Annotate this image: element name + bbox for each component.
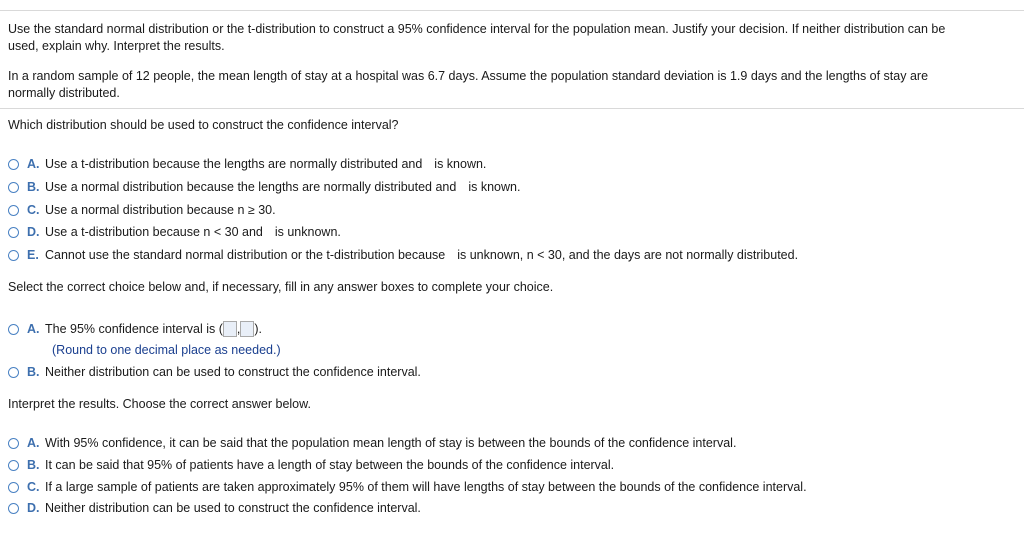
interval-close: ). bbox=[254, 322, 262, 336]
part3-option-d[interactable] bbox=[8, 499, 421, 517]
option-text: It can be said that 95% of patients have a length of stay between the bounds of the confidence interval. bbox=[45, 458, 615, 472]
radio-button[interactable] bbox=[8, 227, 19, 238]
part3-option-a[interactable] bbox=[8, 434, 736, 452]
radio-button[interactable] bbox=[8, 460, 19, 471]
part3-option-c[interactable] bbox=[8, 478, 807, 496]
part3-prompt: Interpret the results. Choose the correct answer below. bbox=[8, 397, 311, 411]
option-text-tail: is known. bbox=[468, 180, 521, 194]
radio-button[interactable] bbox=[8, 367, 19, 378]
option-letter: B. bbox=[27, 365, 40, 379]
radio-button[interactable] bbox=[8, 205, 19, 216]
lower-bound-input[interactable] bbox=[223, 321, 237, 337]
option-text-main: Use a t-distribution because n < 30 and bbox=[45, 225, 263, 239]
option-text: With 95% confidence, it can be said that the population mean length of stay is between the bounds of the confidence interval. bbox=[45, 436, 737, 450]
radio-button[interactable] bbox=[8, 159, 19, 170]
option-text bbox=[45, 203, 276, 217]
part1-option-b[interactable] bbox=[8, 178, 520, 196]
option-text bbox=[45, 321, 262, 337]
option-letter: C. bbox=[27, 480, 40, 494]
question-context-line-1: In a random sample of 12 people, the mean length of stay at a hospital was 6.7 days. Assume the population standard deviation is 1.9 days and the lengths of stay are bbox=[8, 69, 929, 83]
part1-option-a[interactable] bbox=[8, 155, 486, 173]
question-divider bbox=[0, 108, 1024, 109]
option-letter: B. bbox=[27, 180, 40, 194]
part2-option-b[interactable] bbox=[8, 363, 421, 381]
upper-bound-input[interactable] bbox=[240, 321, 254, 337]
option-text-main: Cannot use the standard normal distribution or the t-distribution because bbox=[45, 248, 446, 262]
part2-prompt: Select the correct choice below and, if necessary, fill in any answer boxes to complete your choice. bbox=[8, 280, 554, 294]
option-text bbox=[45, 180, 520, 194]
option-text: If a large sample of patients are taken approximately 95% of them will have lengths of stay between the bounds of the confidence interval. bbox=[45, 480, 807, 494]
option-text bbox=[45, 248, 798, 262]
question-intro-line-2: used, explain why. Interpret the results. bbox=[8, 39, 225, 53]
question-intro-line-1: Use the standard normal distribution or the t-distribution to construct a 95% confidence interval for the population mean. Justify your decision. If neither distribution can be bbox=[8, 22, 946, 36]
question-context bbox=[8, 68, 1020, 102]
interval-separator: , bbox=[236, 322, 241, 336]
part1-option-e[interactable] bbox=[8, 246, 798, 264]
option-letter: A. bbox=[27, 322, 40, 336]
part3-option-b[interactable] bbox=[8, 456, 614, 474]
question-intro bbox=[8, 21, 1020, 55]
radio-button[interactable] bbox=[8, 324, 19, 335]
option-text: Neither distribution can be used to construct the confidence interval. bbox=[45, 365, 421, 379]
radio-button[interactable] bbox=[8, 503, 19, 514]
option-letter: A. bbox=[27, 157, 40, 171]
option-letter: D. bbox=[27, 225, 40, 239]
option-text-main: Use a normal distribution because the lengths are normally distributed and bbox=[45, 180, 457, 194]
top-divider bbox=[0, 10, 1024, 11]
option-letter: B. bbox=[27, 458, 40, 472]
option-text-tail: is unknown, n < 30, and the days are not normally distributed. bbox=[457, 248, 799, 262]
radio-button[interactable] bbox=[8, 182, 19, 193]
option-text-main: The 95% confidence interval is ( bbox=[45, 322, 223, 336]
option-text bbox=[45, 157, 486, 171]
option-text-tail: is known. bbox=[434, 157, 487, 171]
question-context-line-2: normally distributed. bbox=[8, 86, 120, 100]
option-letter: C. bbox=[27, 203, 40, 217]
option-text: Neither distribution can be used to construct the confidence interval. bbox=[45, 501, 421, 515]
part1-option-d[interactable] bbox=[8, 223, 341, 241]
option-text bbox=[45, 225, 341, 239]
option-letter: A. bbox=[27, 436, 40, 450]
option-text-main: Use a normal distribution because n ≥ 30. bbox=[45, 203, 276, 217]
option-text-tail: is unknown. bbox=[274, 225, 341, 239]
rounding-hint: (Round to one decimal place as needed.) bbox=[52, 343, 281, 357]
radio-button[interactable] bbox=[8, 250, 19, 261]
part1-option-c[interactable] bbox=[8, 201, 276, 219]
part1-prompt: Which distribution should be used to construct the confidence interval? bbox=[8, 118, 399, 132]
part2-option-a[interactable] bbox=[8, 320, 262, 338]
radio-button[interactable] bbox=[8, 482, 19, 493]
option-letter: E. bbox=[27, 248, 39, 262]
radio-button[interactable] bbox=[8, 438, 19, 449]
option-letter: D. bbox=[27, 501, 40, 515]
option-text-main: Use a t-distribution because the lengths are normally distributed and bbox=[45, 157, 423, 171]
